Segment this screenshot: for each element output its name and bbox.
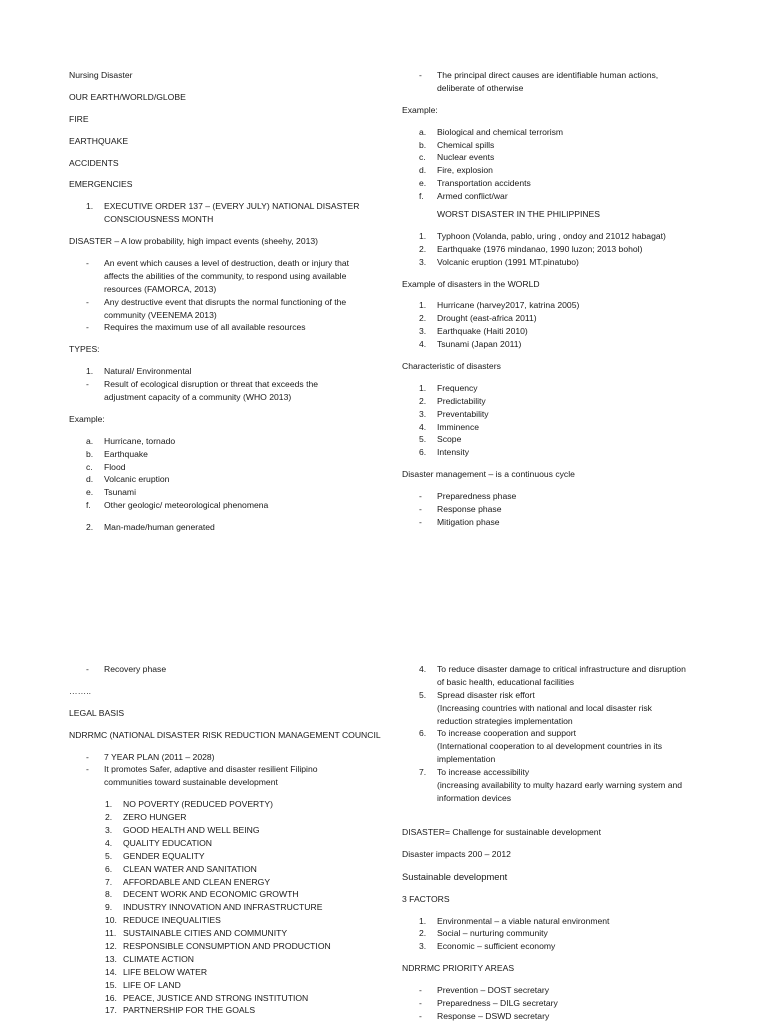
list-text: PARTNERSHIP FOR THE GOALS <box>123 1005 256 1016</box>
list-text: Earthquake (1976 mindanao, 1990 luzon; 2013 bohol) <box>437 243 643 254</box>
list-text: implementation <box>437 754 496 765</box>
list-marker: 5. <box>105 850 113 861</box>
list-marker: 7. <box>105 876 113 887</box>
list-marker: 3. <box>419 326 427 337</box>
list-marker: e. <box>86 487 94 498</box>
list-marker: b. <box>86 448 94 459</box>
list-text: QUALITY EDUCATION <box>123 837 212 848</box>
list-text: REDUCE INEQUALITIES <box>123 915 221 926</box>
list-text: LIFE OF LAND <box>123 979 181 990</box>
list-marker: 6. <box>419 447 427 458</box>
list-text: Environmental – a viable natural environment <box>437 915 610 926</box>
list-marker: 14. <box>105 966 117 977</box>
list-text: Hurricane (harvey2017, katrina 2005) <box>437 300 580 311</box>
bullet-marker: - <box>86 664 89 674</box>
list-text: Transportation accidents <box>437 178 531 189</box>
list-text: of basic health, educational facilities <box>437 676 575 687</box>
list-marker: 2. <box>419 395 427 406</box>
ndrrmc-heading: NDRRMC (NATIONAL DISASTER RISK REDUCTION MANAGEMENT COUNCIL <box>69 729 381 740</box>
list-marker: d. <box>419 165 427 176</box>
list-text: Imminence <box>437 421 480 432</box>
example-label: Example: <box>69 413 105 424</box>
list-text: Volcanic eruption <box>104 474 170 485</box>
list-marker: f. <box>419 191 424 202</box>
bullet-marker: - <box>419 998 422 1009</box>
list-text: GOOD HEALTH AND WELL BEING <box>123 825 260 836</box>
sdg-goals-list <box>69 798 369 1017</box>
bullet-marker: - <box>419 1010 422 1021</box>
list-text: ZERO HUNGER <box>123 812 187 823</box>
list-text: SUSTAINABLE CITIES AND COMMUNITY <box>123 928 288 939</box>
bullet-text: Preparedness – DILG secretary <box>437 998 558 1009</box>
challenge-line: DISASTER= Challenge for sustainable development <box>402 826 601 837</box>
bullet-marker: - <box>419 516 422 527</box>
bullet-text: Any destructive event that disrupts the normal functioning of the <box>104 296 347 307</box>
heading: EARTHQUAKE <box>69 135 129 146</box>
list-marker: 3. <box>105 825 113 836</box>
plan-bullets <box>69 751 369 790</box>
factors-list <box>402 915 722 954</box>
factors-heading: 3 FACTORS <box>402 893 450 904</box>
list-marker: a. <box>419 126 427 137</box>
list-text: Chemical spills <box>437 139 495 150</box>
bullet-text: adjustment capacity of a community (WHO 2013) <box>104 392 292 403</box>
list-marker: 9. <box>105 902 113 913</box>
list-text: Fire, explosion <box>437 165 493 176</box>
list-marker: 2. <box>105 812 113 823</box>
list-marker: 4. <box>105 837 113 848</box>
bullet-marker: - <box>86 322 89 333</box>
heading: FIRE <box>69 113 89 124</box>
list-marker: 10. <box>105 915 117 926</box>
characteristics-heading: Characteristic of disasters <box>402 361 501 372</box>
bullet-text: Preparedness phase <box>437 491 517 502</box>
list-text: Volcanic eruption (1991 MT.pinatubo) <box>437 256 579 267</box>
list-text: To increase accessibility <box>437 767 530 778</box>
list-marker: 6. <box>105 863 113 874</box>
phases-list <box>402 490 722 529</box>
list-marker: c. <box>419 152 426 163</box>
world-disasters-list <box>402 299 722 351</box>
list-marker: 15. <box>105 979 117 990</box>
list-text: Drought (east-africa 2011) <box>437 313 537 324</box>
list-text: AFFORDABLE AND CLEAN ENERGY <box>123 876 271 887</box>
list-marker: 1. <box>419 300 427 311</box>
list-text: Preventability <box>437 408 489 419</box>
list-marker: 1. <box>86 201 94 212</box>
document-title: Nursing Disaster <box>69 70 133 80</box>
list-marker: 5. <box>419 434 427 445</box>
example-label: Example: <box>402 104 438 115</box>
list-text: Nuclear events <box>437 152 495 163</box>
bullet-text: community (VEENEMA 2013) <box>104 309 217 320</box>
list-marker: e. <box>419 178 427 189</box>
list-marker: 1. <box>86 366 94 377</box>
bullet-text: Recovery phase <box>104 664 167 674</box>
separator-dots: …….. <box>69 685 91 696</box>
worst-disaster-heading: WORST DISASTER IN THE PHILIPPINES <box>437 209 600 220</box>
bullet-text: Response – DSWD secretary <box>437 1010 550 1021</box>
bullet-marker: - <box>419 491 422 502</box>
list-text: DECENT WORK AND ECONOMIC GROWTH <box>123 889 299 900</box>
bullet-text: affects the abilities of the community, to respond using available <box>104 270 347 281</box>
bullet-text: Requires the maximum use of all available resources <box>104 322 306 333</box>
page2-right-column <box>402 663 722 1023</box>
definition-bullets <box>69 257 369 334</box>
bullet-text: deliberate of otherwise <box>437 82 524 93</box>
priority-areas-list <box>402 984 722 1023</box>
legal-basis-heading: LEGAL BASIS <box>69 707 125 718</box>
list-text: GENDER EQUALITY <box>123 850 205 861</box>
list-text: Economic – sufficient economy <box>437 941 556 952</box>
list-text: (Increasing countries with national and local disaster risk <box>437 702 652 713</box>
list-text: Intensity <box>437 447 470 458</box>
impacts-line: Disaster impacts 200 – 2012 <box>402 848 511 859</box>
list-marker: 1. <box>419 382 427 393</box>
list-text: Tsunami <box>104 487 136 498</box>
world-disasters-heading: Example of disasters in the WORLD <box>402 278 540 289</box>
list-marker: 3. <box>419 256 427 267</box>
list-text: Flood <box>104 461 126 472</box>
bullet-text: It promotes Safer, adaptive and disaster resilient Filipino <box>104 764 318 775</box>
bullet-text: An event which causes a level of destruction, death or injury that <box>104 258 350 269</box>
bullet-text: The principal direct causes are identifiable human actions, <box>437 70 659 80</box>
executive-order-item <box>69 200 369 226</box>
list-marker: 8. <box>105 889 113 900</box>
list-marker: 5. <box>419 689 427 700</box>
list-marker: 4. <box>419 421 427 432</box>
bullet-text: Response phase <box>437 504 502 515</box>
list-text: Earthquake (Haiti 2010) <box>437 326 528 337</box>
list-text: reduction strategies implementation <box>437 715 573 726</box>
list-marker: 2. <box>419 928 427 939</box>
list-text: (International cooperation to al development countries in its <box>437 741 663 752</box>
list-marker: f. <box>86 500 91 511</box>
types-list <box>69 365 369 404</box>
list-marker: 1. <box>419 230 427 241</box>
list-marker: 4. <box>419 339 427 350</box>
list-marker: 12. <box>105 941 117 952</box>
manmade-examples-list <box>402 126 722 221</box>
list-marker: 4. <box>419 664 427 674</box>
list-text: Armed conflict/war <box>437 191 508 202</box>
list-text: (increasing availability to multy hazard early warning system and <box>437 780 683 791</box>
bullet-text: resources (FAMORCA, 2013) <box>104 283 217 294</box>
bullet-marker: - <box>86 764 89 775</box>
natural-examples-list <box>69 435 369 534</box>
list-marker: 11. <box>105 928 117 939</box>
list-marker: 6. <box>419 728 427 739</box>
bullet-text: communities toward sustainable development <box>104 777 278 788</box>
bullet-text: Prevention – DOST secretary <box>437 985 550 996</box>
list-text: Hurricane, tornado <box>104 435 176 446</box>
bullet-text: 7 YEAR PLAN (2011 – 2028) <box>104 751 215 762</box>
list-text: CLIMATE ACTION <box>123 953 194 964</box>
list-text: CONSCIOUSNESS MONTH <box>104 214 214 225</box>
bullet-marker: - <box>86 296 89 307</box>
page1-left-column <box>69 69 369 534</box>
list-marker: 17. <box>105 1005 117 1016</box>
list-text: NO POVERTY (REDUCED POVERTY) <box>123 799 273 810</box>
bullet-text: Result of ecological disruption or threat that exceeds the <box>104 379 319 390</box>
list-text: EXECUTIVE ORDER 137 – (EVERY JULY) NATIONAL DISASTER <box>104 201 360 212</box>
characteristics-list <box>402 382 722 459</box>
list-text: PEACE, JUSTICE AND STRONG INSTITUTION <box>123 992 309 1003</box>
bullet-marker: - <box>86 258 89 269</box>
heading: ACCIDENTS <box>69 157 119 168</box>
bullet-marker: - <box>419 504 422 515</box>
types-label: TYPES: <box>69 344 100 355</box>
list-text: To increase cooperation and support <box>437 728 577 739</box>
list-text: Earthquake <box>104 448 148 459</box>
list-marker: 2. <box>419 313 427 324</box>
list-text: CLEAN WATER AND SANITATION <box>123 863 257 874</box>
bullet-marker: - <box>419 985 422 996</box>
list-marker: a. <box>86 435 94 446</box>
list-marker: c. <box>86 461 93 472</box>
list-text: To reduce disaster damage to critical infrastructure and disruption <box>437 664 686 674</box>
list-text: Typhoon (Volanda, pablo, uring , ondoy and 21012 habagat) <box>437 230 666 241</box>
list-marker: 2. <box>86 522 94 533</box>
worst-disaster-list <box>402 230 722 269</box>
list-text: Other geologic/ meteorological phenomena <box>104 500 269 511</box>
list-marker: 16. <box>105 992 117 1003</box>
management-heading: Disaster management – is a continuous cycle <box>402 469 575 480</box>
list-text: Natural/ Environmental <box>104 366 192 377</box>
list-marker: 1. <box>419 915 427 926</box>
list-marker: 13. <box>105 953 117 964</box>
priority-goals-list <box>402 663 722 805</box>
page2-left-column <box>69 663 381 1017</box>
list-marker: 2. <box>419 243 427 254</box>
sustainable-development-heading: Sustainable development <box>402 870 508 882</box>
list-marker: d. <box>86 474 94 485</box>
disaster-definition: DISASTER – A low probability, high impact events (sheehy, 2013) <box>69 236 319 247</box>
bullet-text: Mitigation phase <box>437 516 500 527</box>
list-text: LIFE BELOW WATER <box>123 966 208 977</box>
list-text: Frequency <box>437 382 478 393</box>
list-text: Man-made/human generated <box>104 522 215 533</box>
list-text: Social – nurturing community <box>437 928 548 939</box>
bullet-marker: - <box>86 379 89 390</box>
heading: EMERGENCIES <box>69 179 133 190</box>
bullet-marker: - <box>419 70 422 80</box>
list-marker: 7. <box>419 767 427 778</box>
page1-right-column <box>402 69 722 529</box>
list-marker: b. <box>419 139 427 150</box>
list-marker: 3. <box>419 941 427 952</box>
priority-areas-heading: NDRRMC PRIORITY AREAS <box>402 963 515 974</box>
list-marker: 3. <box>419 408 427 419</box>
list-text: information devices <box>437 792 512 803</box>
list-text: Scope <box>437 434 462 445</box>
heading: OUR EARTH/WORLD/GLOBE <box>69 91 186 102</box>
list-text: RESPONSIBLE CONSUMPTION AND PRODUCTION <box>123 941 331 952</box>
list-text: INDUSTRY INNOVATION AND INFRASTRUCTURE <box>123 902 323 913</box>
list-text: Biological and chemical terrorism <box>437 126 564 137</box>
list-text: Predictability <box>437 395 486 406</box>
list-text: Tsunami (Japan 2011) <box>437 339 522 350</box>
list-marker: 1. <box>105 799 113 810</box>
list-text: Spread disaster risk effort <box>437 689 535 700</box>
bullet-marker: - <box>86 751 89 762</box>
